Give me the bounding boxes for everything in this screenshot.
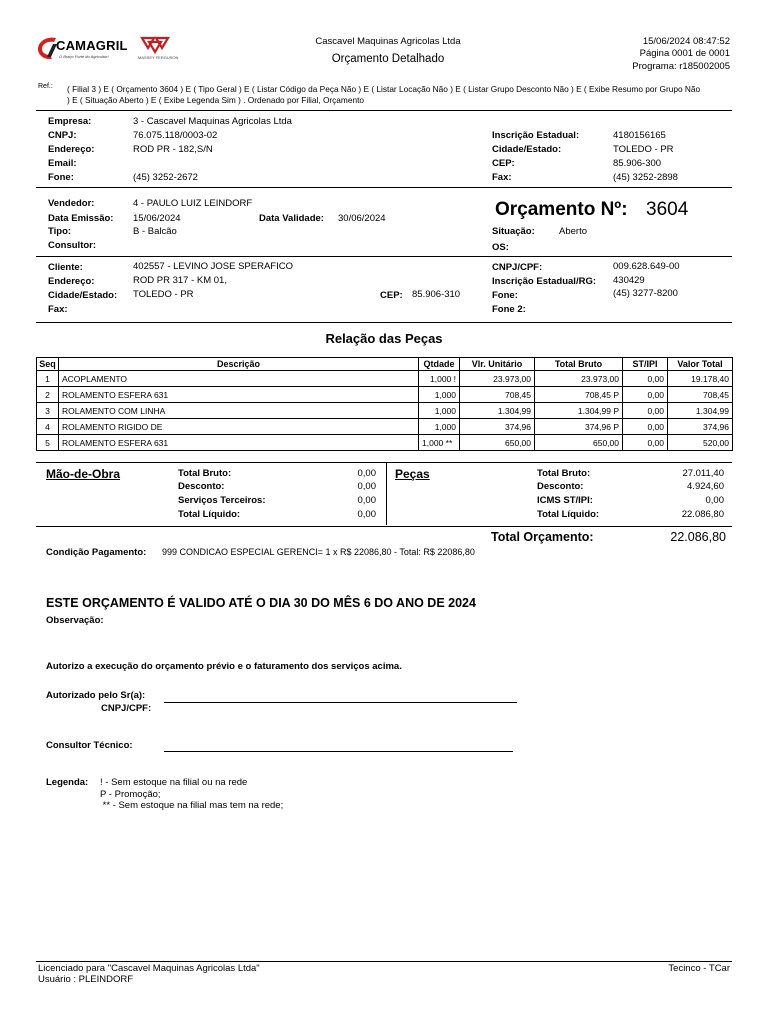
client-cep-value: 85.906-310 [412,289,461,300]
legend-item: P - Promoção; [100,789,161,800]
vendedor-label: Vendedor: [48,198,95,209]
divider-footer [36,961,732,962]
cell-st-ipi: 0,00 [623,371,668,387]
cell-descricao: ACOPLAMENTO [59,371,419,387]
cidade-value: TOLEDO - PR [613,144,674,155]
cliente-value: 402557 - LEVINO JOSE SPERAFICO [133,261,293,272]
payment-value: 999 CONDICAO ESPECIAL GERENCI= 1 x R$ 22086,80 - Total: R$ 22086,80 [162,547,475,557]
total-value: 22.086,80 [670,530,726,544]
col-st-ipi: ST/IPI [623,358,668,371]
cell-descricao: ROLAMENTO ESFERA 631 [59,435,419,451]
labor-terceiros-value: 0,00 [357,495,376,506]
fax-value: (45) 3252-2898 [613,172,678,183]
os-label: OS: [492,242,509,253]
table-row [37,387,733,403]
cidade-label: Cidade/Estado: [492,144,562,155]
table-row [37,435,733,451]
cell-vlr-unitario: 374,96 [460,419,535,435]
cell-qtdade: 1,000 [419,403,460,419]
pecas-desconto-value: 4.924,60 [687,481,724,492]
cell-vlr-unitario: 1.304,99 [460,403,535,419]
pecas-desconto-label: Desconto: [537,481,584,492]
parts-table [36,357,733,451]
tipo-value: B - Balcão [133,226,177,237]
vendedor-value: 4 - PAULO LUIZ LEINDORF [133,198,253,209]
pecas-title: Peças [395,467,430,481]
client-endereco-value: ROD PR 317 - KM 01, [133,275,227,286]
camagril-logo-icon [36,35,58,61]
pecas-icms-label: ICMS ST/IPI: [537,495,593,506]
fone-label: Fone: [48,172,74,183]
client-cidade-label: Cidade/Estado: [48,290,118,301]
pecas-bruto-label: Total Bruto: [537,468,591,479]
divider-company [36,187,732,188]
parts-header-row [37,358,733,371]
situacao-label: Situação: [492,226,535,237]
legend-label: Legenda: [46,777,89,788]
header-company: Cascavel Maquinas Agricolas Ltda [315,36,461,47]
cep-value: 85.906-300 [613,158,662,169]
client-ie-label: Inscrição Estadual/RG: [492,276,597,287]
client-cnpj-label: CNPJ/CPF: [492,262,543,273]
ref-line-2: ) E ( Situação Aberto ) E ( Exibe Legenda Sim ) . Ordenado por Filial, Orçamento [67,95,364,105]
client-fone2-label: Fone 2: [492,304,526,315]
col-seq: Seq [37,358,59,371]
quote-number-value: 3604 [646,199,689,220]
cell-total-bruto: 374,96 P [535,419,623,435]
endereco-label: Endereço: [48,144,95,155]
ie-label: Inscrição Estadual: [492,130,580,141]
cell-seq: 1 [37,371,59,387]
total-label: Total Orçamento: [491,530,594,544]
consultor-tecnico-label: Consultor Técnico: [46,740,133,751]
cell-qtdade: 1,000 [419,419,460,435]
cell-vlr-unitario: 708,45 [460,387,535,403]
cell-seq: 3 [37,403,59,419]
cnpj-label: CNPJ: [48,130,77,141]
header-page: Página 0001 de 0001 [639,48,730,59]
autorizado-cnpj-label: CNPJ/CPF: [101,703,152,714]
cell-seq: 5 [37,435,59,451]
labor-terceiros-label: Serviços Terceiros: [178,495,266,506]
quote-number-label: Orçamento Nº: [495,199,628,220]
client-ie-value: 430429 [613,275,645,286]
cell-vlr-unitario: 650,00 [460,435,535,451]
labor-desconto-label: Desconto: [178,481,225,492]
autorizado-signature-line[interactable] [164,702,517,703]
camagril-logo [36,34,128,64]
legend-item: ! - Sem estoque na filial ou na rede [100,777,248,788]
cell-seq: 4 [37,419,59,435]
cell-st-ipi: 0,00 [623,435,668,451]
cell-descricao: ROLAMENTO RIGIDO DE [59,419,419,435]
labor-desconto-value: 0,00 [357,481,376,492]
divider-header [36,110,732,111]
cell-total-bruto: 23.973,00 [535,371,623,387]
consultor-label: Consultor: [48,240,97,251]
client-fone-value: (45) 3277-8200 [613,288,678,299]
cell-valor-total: 708,45 [668,387,733,403]
ref-line-1: ( Filial 3 ) E ( Orçamento 3604 ) E ( Tipo Geral ) E ( Listar Código da Peça Não ) E ( Listar Locação Não ) E ( Listar Grupo Desconto Não ) E ( Exibe Resumo por Grupo Não [67,84,701,94]
massey-ferguson-logo [138,36,179,62]
brand-name: CAMAGRIL [56,38,128,53]
emissao-label: Data Emissão: [48,213,114,224]
cell-st-ipi: 0,00 [623,403,668,419]
labor-liquido-label: Total Líquido: [178,509,241,520]
cell-qtdade: 1,000 [419,387,460,403]
labor-bruto-label: Total Bruto: [178,468,232,479]
cell-total-bruto: 1.304,99 P [535,403,623,419]
situacao-value: Aberto [559,226,587,237]
cell-vlr-unitario: 23.973,00 [460,371,535,387]
labor-title: Mão-de-Obra [46,467,121,481]
observacao-label: Observação: [46,615,104,626]
partner-name: MASSEY FERGUSON [138,55,179,60]
authorization-text: Autorizo a execução do orçamento prévio e o faturamento dos serviços acima. [46,661,402,672]
cnpj-value: 76.075.118/0003-02 [133,130,218,141]
summary-divider [386,462,387,525]
ie-value: 4180156165 [613,130,666,141]
pecas-liquido-label: Total Líquido: [537,509,600,520]
pecas-liquido-value: 22.086,80 [681,509,724,520]
cell-qtdade: 1,000 ! [419,371,460,387]
parts-title: Relação das Peças [325,331,443,346]
client-cidade-value: TOLEDO - PR [133,289,194,300]
payment-label: Condição Pagamento: [46,547,147,558]
client-endereco-label: Endereço: [48,276,95,287]
cliente-label: Cliente: [48,262,83,273]
validade-value: 30/06/2024 [338,213,386,224]
tipo-label: Tipo: [48,226,72,237]
table-row [37,403,733,419]
client-cnpj-value: 009.628.649-00 [613,261,680,272]
legend-item: ** - Sem estoque na filial mas tem na rede; [100,800,284,811]
cell-valor-total: 520,00 [668,435,733,451]
cell-seq: 2 [37,387,59,403]
triple-triangle-icon [140,36,170,54]
labor-liquido-value: 0,00 [357,509,376,520]
validity-notice: ESTE ORÇAMENTO É VALIDO ATÉ O DIA 30 DO MÊS 6 DO ANO DE 2024 [46,596,476,610]
col-descricao: Descrição [59,358,419,371]
empresa-value: 3 - Cascavel Maquinas Agricolas Ltda [133,116,292,127]
cell-total-bruto: 650,00 [535,435,623,451]
page-title: Orçamento Detalhado [331,53,445,65]
cell-valor-total: 1.304,99 [668,403,733,419]
header-datetime: 15/06/2024 08:47:52 [642,36,730,47]
cell-st-ipi: 0,00 [623,387,668,403]
autorizado-label: Autorizado pelo Sr(a): [46,690,146,701]
brand-tagline: O Braço Forte do Agricultor! [59,54,109,59]
labor-bruto-value: 0,00 [357,468,376,479]
pecas-bruto-value: 27.011,40 [682,468,724,479]
cell-st-ipi: 0,00 [623,419,668,435]
col-qtdade: Qtdade [419,358,460,371]
validade-label: Data Validade: [259,213,324,224]
cell-valor-total: 374,96 [668,419,733,435]
table-row [37,371,733,387]
fone-value: (45) 3252-2672 [133,172,198,183]
consultor-signature-line[interactable] [164,751,513,752]
pecas-icms-value: 0,00 [705,495,724,506]
endereco-value: ROD PR - 182,S/N [133,144,213,155]
cell-qtdade: 1,000 ** [419,435,460,451]
footer-vendor: Tecinco - TCar [668,963,730,974]
col-valor-total: Valor Total [668,358,733,371]
cell-descricao: ROLAMENTO COM LINHA [59,403,419,419]
footer-user: Usuário : PLEINDORF [38,974,134,985]
emissao-value: 15/06/2024 [133,213,181,224]
client-cep-label: CEP: [380,290,403,301]
fax-label: Fax: [492,172,512,183]
empresa-label: Empresa: [48,116,92,127]
col-vlr-unitario: Vlr. Unitário [460,358,535,371]
client-fone-label: Fone: [492,290,518,301]
cep-label: CEP: [492,158,515,169]
col-total-bruto: Total Bruto [535,358,623,371]
cell-total-bruto: 708,45 P [535,387,623,403]
email-label: Email: [48,158,77,169]
divider-quote [36,256,732,257]
table-row [37,419,733,435]
cell-valor-total: 19.178,40 [668,371,733,387]
summary-box [36,462,732,527]
divider-client [36,322,732,323]
footer-license: Licenciado para "Cascavel Maquinas Agricolas Ltda" [38,963,260,974]
header-program: Programa: r185002005 [632,61,730,72]
client-fax-label: Fax: [48,304,68,315]
cell-descricao: ROLAMENTO ESFERA 631 [59,387,419,403]
ref-label: Ref.: [38,83,53,90]
